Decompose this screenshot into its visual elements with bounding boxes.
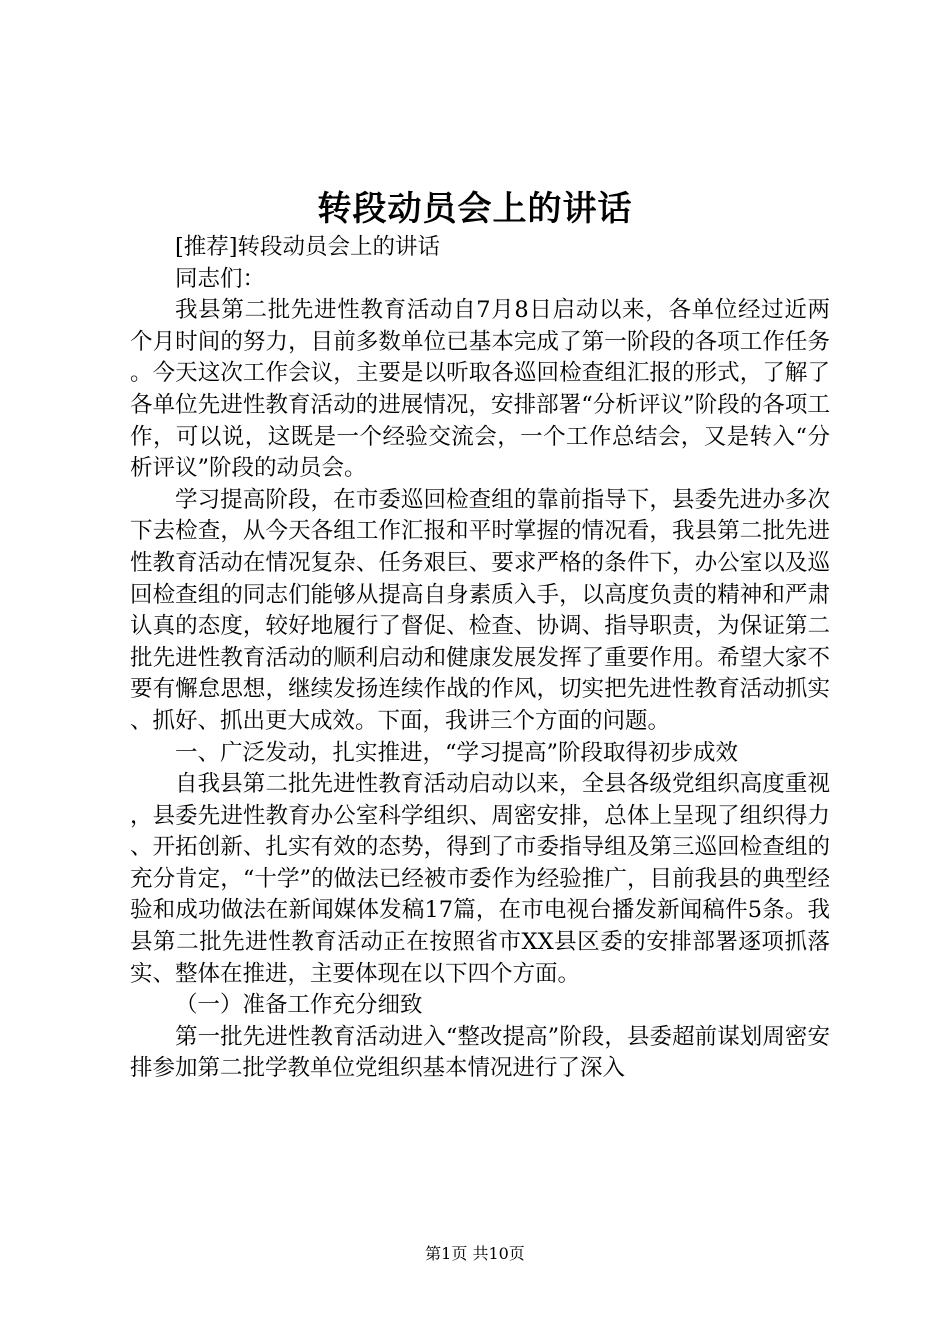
- document-body: [130, 232, 830, 1085]
- subsection-heading: （一）准备工作充分细致: [175, 992, 423, 1019]
- document-title: 转段动员会上的讲话: [317, 189, 633, 229]
- body-paragraph: 第一批先进性教育活动进入“整改提高”阶段，县委超前谋划周密安排参加第二批学教单位党组织基本情况进行了深入: [130, 1023, 830, 1082]
- subtitle-paragraph: [推荐]转段动员会上的讲话: [175, 234, 441, 260]
- salutation-paragraph: 同志们：: [175, 265, 266, 292]
- body-paragraph: 自我县第二批先进性教育活动启动以来，全县各级党组织高度重视，县委先进性教育办公室科学组织、周密安排，总体上呈现了组织得力、开拓创新、扎实有效的态势，得到了市委指导组及第三巡回检查组的充分肯定，“十学”的做法已经被市委作为经验推广，目前我县的典型经验和成功做法在新闻媒体发稿17篇，在市电视台播发新闻稿件5条。我县第二批先进性教育活动正在按照省市XX县区委的安排部署逐项抓落实、整体在推进，主要体现在以下四个方面。: [130, 771, 830, 987]
- page-footer: 第1页 共10页: [425, 1244, 525, 1263]
- body-paragraph: 我县第二批先进性教育活动自7月8日启动以来，各单位经过近两个月时间的努力，目前多数单位已基本完成了第一阶段的各项工作任务。今天这次工作会议，主要是以听取各巡回检查组汇报的形式，了解了各单位先进性教育活动的进展情况，安排部署“分析评议”阶段的各项工作，可以说，这既是一个经验交流会，一个工作总结会，又是转入“分析评议”阶段的动员会。: [130, 297, 830, 482]
- body-paragraph: 学习提高阶段，在市委巡回检查组的靠前指导下，县委先进办多次下去检查，从今天各组工作汇报和平时掌握的情况看，我县第二批先进性教育活动在情况复杂、任务艰巨、要求严格的条件下，办公室以及巡回检查组的同志们能够从提高自身素质入手，以高度负责的精神和严肃认真的态度，较好地履行了督促、检查、协调、指导职责，为保证第二批先进性教育活动的顺利启动和健康发展发挥了重要作用。希望大家不要有懈怠思想，继续发扬连续作战的作风，切实把先进性教育活动抓实、抓好、抓出更大成效。下面，我讲三个方面的问题。: [130, 486, 830, 734]
- section-heading: 一、广泛发动，扎实推进，“学习提高”阶段取得初步成效: [175, 739, 739, 766]
